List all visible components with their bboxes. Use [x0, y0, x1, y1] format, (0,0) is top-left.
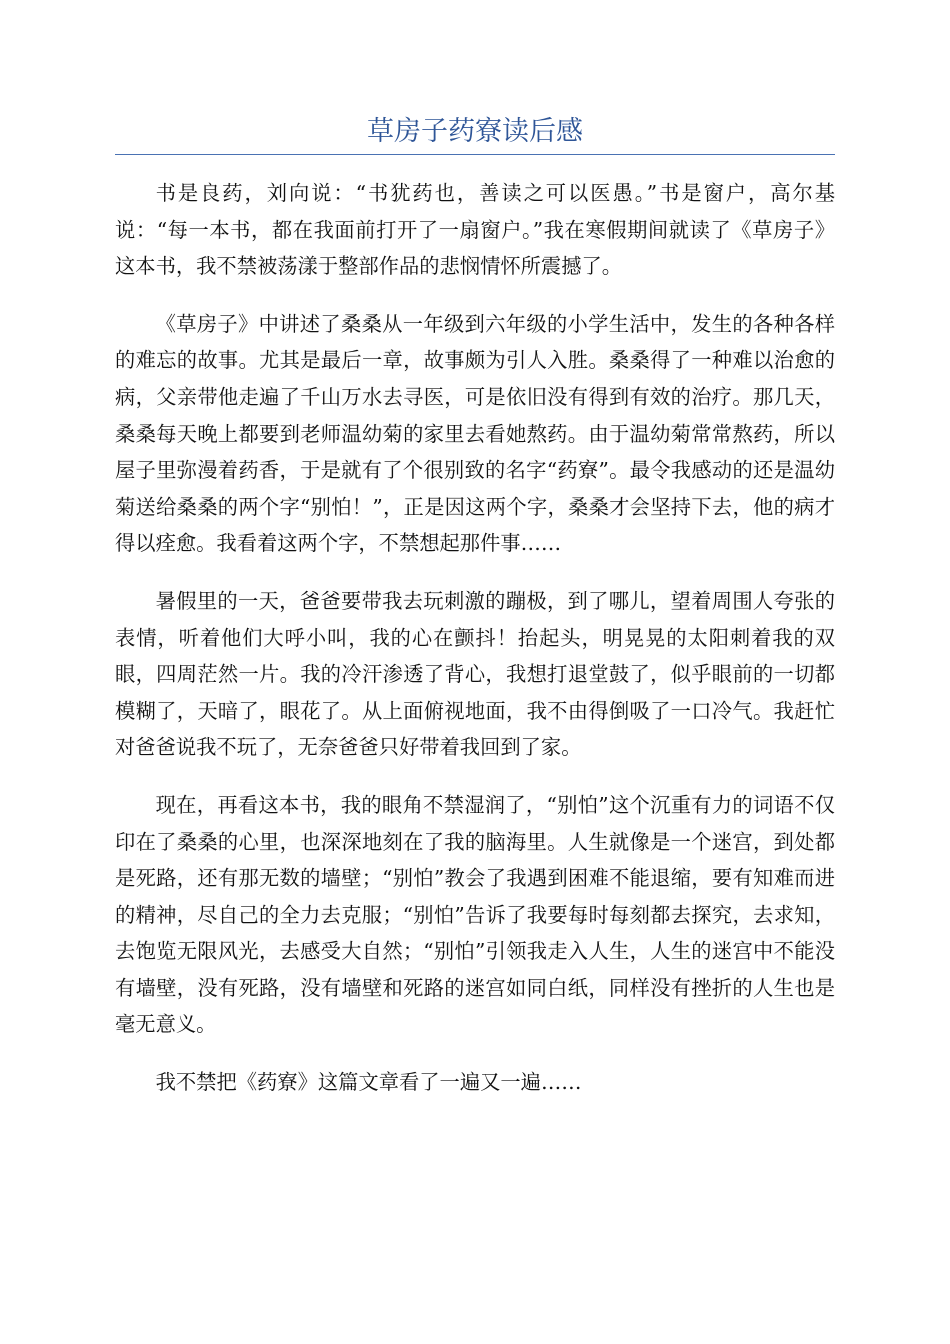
paragraph-5: 我不禁把《药寮》这篇文章看了一遍又一遍……: [155, 1070, 582, 1095]
document-title: 草房子药寮读后感: [367, 116, 583, 147]
paragraph-1: 书是良药，刘向说：“书犹药也，善读之可以医愚。”书是窗户，高尔基说：“每一本书，都在我面前打开了一扇窗户。”我在寒假期间就读了《草房子》这本书，我不禁被荡漾于整部作品的悲悯情怀所震撼了。: [115, 181, 835, 279]
paragraph-4: 现在，再看这本书，我的眼角不禁湿润了，“别怕”这个沉重有力的词语不仅印在了桑桑的心里，也深深地刻在了我的脑海里。人生就像是一个迷宫，到处都是死路，还有那无数的墙壁；“别怕”教会了我遇到困难不能退缩，要有知难而进的精神，尽自己的全力去克服；“别怕”告诉了我要每时每刻都去探究，去求知，去饱览无限风光，去感受大自然；“别怕”引领我走入人生，人生的迷宫中不能没有墙壁，没有死路，没有墙壁和死路的迷宫如同白纸，同样没有挫折的人生也是毫无意义。: [115, 792, 835, 1037]
paragraph-2: 《草房子》中讲述了桑桑从一年级到六年级的小学生活中，发生的各种各样的难忘的故事。尤其是最后一章，故事颇为引人入胜。桑桑得了一种难以治愈的病，父亲带他走遍了千山万水去寻医，可是依旧没有得到有效的治疗。那几天，桑桑每天晚上都要到老师温幼菊的家里去看她熬药。由于温幼菊常常熬药，所以屋子里弥漫着药香，于是就有了个很别致的名字“药寮”。最令我感动的还是温幼菊送给桑桑的两个字“别怕！”，正是因这两个字，桑桑才会坚持下去，他的病才得以痊愈。我看着这两个字，不禁想起那件事……: [115, 311, 835, 556]
document-body: [115, 175, 835, 1122]
title-underline: [115, 154, 835, 155]
paragraph-3: 暑假里的一天，爸爸要带我去玩刺激的蹦极，到了哪儿，望着周围人夸张的表情，听着他们大呼小叫，我的心在颤抖！抬起头，明晃晃的太阳刺着我的双眼，四周茫然一片。我的冷汗渗透了背心，我想打退堂鼓了，似乎眼前的一切都模糊了，天暗了，眼花了。从上面俯视地面，我不由得倒吸了一口冷气。我赶忙对爸爸说我不玩了，无奈爸爸只好带着我回到了家。: [115, 588, 835, 760]
